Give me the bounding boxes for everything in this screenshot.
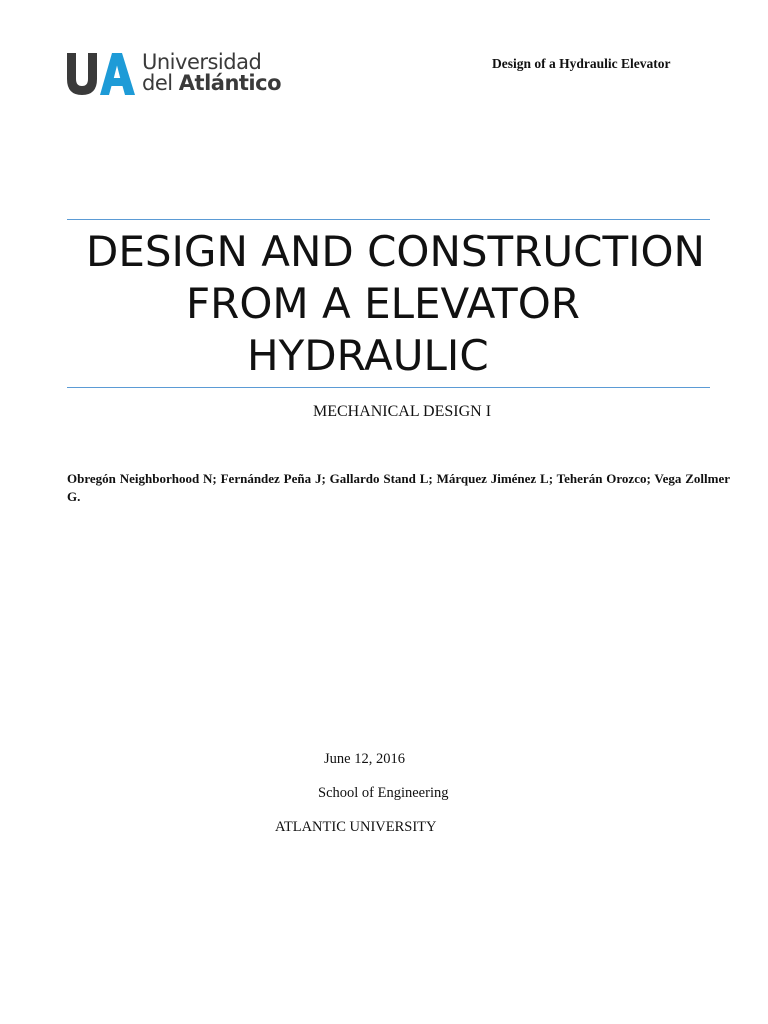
course-subtitle: MECHANICAL DESIGN I bbox=[312, 403, 492, 420]
logo-wordmark bbox=[142, 52, 281, 94]
author-list: Obregón Neighborhood N; Fernández Peña J; Gallardo Stand L; Márquez Jiménez L; Teherán Orozco; Vega Zollmer G. bbox=[67, 471, 730, 504]
logo-wordmark-bold: Atlántico bbox=[178, 71, 282, 95]
title-line-3: HYDRAULIC bbox=[247, 331, 489, 380]
title-line-2: FROM A ELEVATOR bbox=[186, 279, 580, 328]
logo-wordmark-line1: Universidad bbox=[142, 50, 262, 74]
title-rule-top bbox=[67, 219, 710, 220]
logo-wordmark-prefix: del bbox=[142, 71, 173, 95]
university-logo bbox=[67, 50, 281, 96]
university-name: ATLANTIC UNIVERSITY bbox=[275, 819, 437, 835]
title-line-1: DESIGN AND CONSTRUCTION bbox=[86, 227, 705, 276]
running-header-title: Design of a Hydraulic Elevator bbox=[492, 56, 671, 71]
school-name: School of Engineering bbox=[318, 785, 449, 801]
title-rule-bottom bbox=[67, 387, 710, 388]
logo-wordmark-line2 bbox=[142, 73, 281, 94]
document-title bbox=[67, 226, 767, 382]
ua-logo-mark bbox=[67, 51, 135, 95]
document-date: June 12, 2016 bbox=[324, 751, 405, 767]
